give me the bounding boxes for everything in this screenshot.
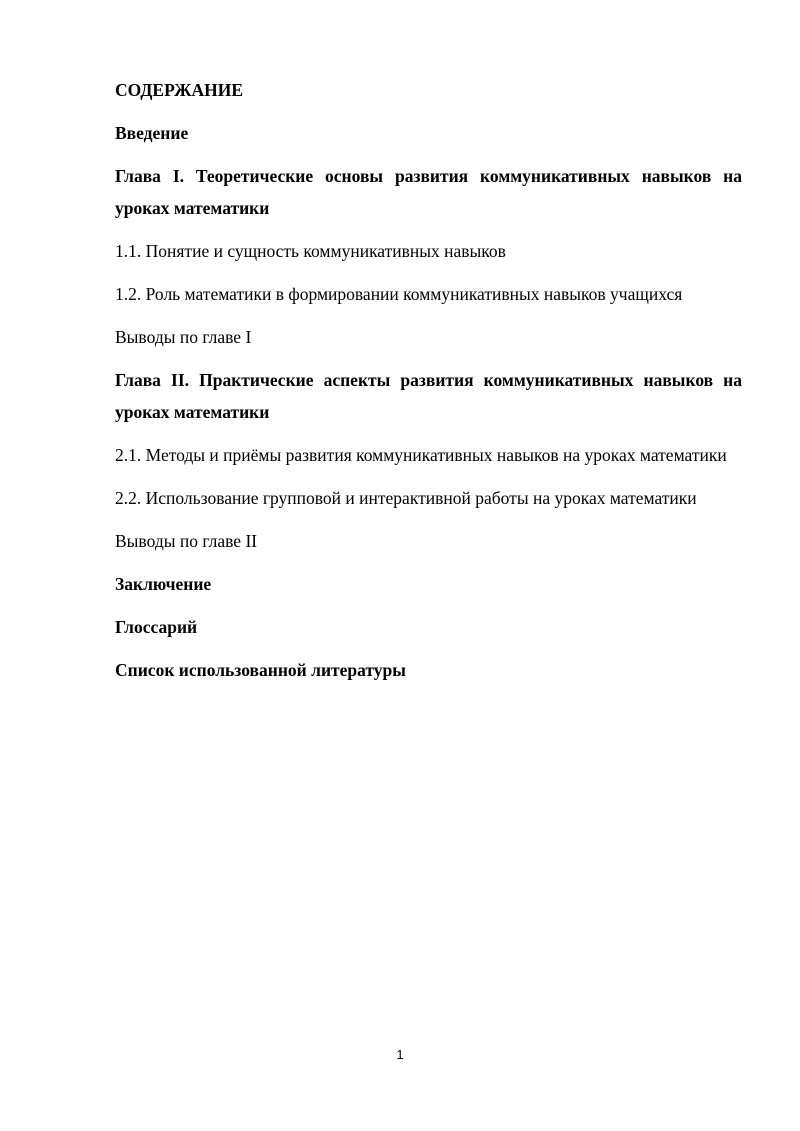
- toc-item-section-1-1: 1.1. Понятие и сущность коммуникативных навыков: [115, 241, 506, 261]
- table-of-contents: [115, 74, 742, 697]
- toc-item-introduction: Введение: [115, 123, 189, 143]
- toc-item-chapter-2: Глава II. Практические аспекты развития коммуникативных навыков на уроках математики: [115, 370, 742, 422]
- toc-item-conclusions-chapter-1: Выводы по главе I: [115, 327, 252, 347]
- page-number: 1: [396, 1047, 404, 1062]
- toc-item-section-2-1: 2.1. Методы и приёмы развития коммуникативных навыков на уроках математики: [115, 445, 727, 465]
- toc-item-glossary: Глоссарий: [115, 617, 198, 637]
- toc-heading: СОДЕРЖАНИЕ: [115, 80, 244, 100]
- toc-item-conclusion: Заключение: [115, 574, 212, 594]
- toc-item-bibliography: Список использованной литературы: [115, 660, 406, 680]
- toc-item-section-1-2: 1.2. Роль математики в формировании коммуникативных навыков учащихся: [115, 284, 683, 304]
- toc-item-chapter-1: Глава I. Теоретические основы развития коммуникативных навыков на уроках математики: [115, 166, 742, 218]
- toc-item-conclusions-chapter-2: Выводы по главе II: [115, 531, 258, 551]
- toc-item-section-2-2: 2.2. Использование групповой и интерактивной работы на уроках математики: [115, 488, 697, 508]
